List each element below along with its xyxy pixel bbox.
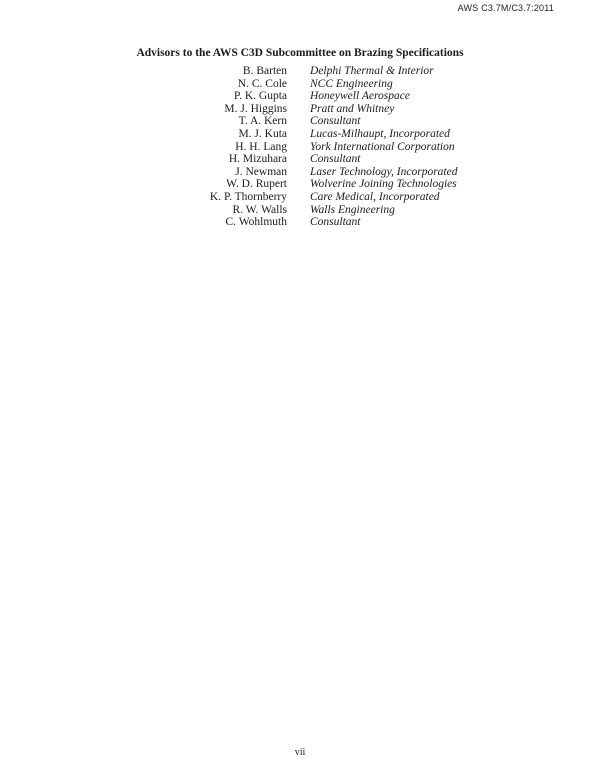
advisor-affiliation: Consultant (310, 153, 361, 166)
advisor-affiliation: Consultant (310, 216, 361, 229)
section-title: Advisors to the AWS C3D Subcommittee on Brazing Specifications (136, 47, 464, 59)
advisor-affiliation: Honeywell Aerospace (310, 90, 410, 103)
advisor-name: C. Wohlmuth (225, 216, 287, 229)
advisor-name: N. C. Cole (237, 77, 287, 90)
advisor-affiliation: Care Medical, Incorporated (310, 190, 440, 203)
advisor-affiliation: Lucas-Milhaupt, Incorporated (310, 127, 450, 140)
advisor-affiliation: Pratt and Whitney (310, 102, 395, 115)
advisor-name: H. H. Lang (235, 140, 287, 153)
advisor-affiliation: Delphi Thermal & Interior (310, 65, 434, 77)
advisor-name: B. Barten (242, 65, 287, 77)
advisor-list (140, 65, 457, 229)
advisor-affiliation: Consultant (310, 115, 361, 128)
advisor-name: T. A. Kern (238, 115, 287, 128)
page-number: vii (294, 747, 306, 758)
advisor-name: P. K. Gupta (233, 90, 287, 103)
standard-reference: AWS C3.7M/C3.7:2011 (457, 3, 554, 13)
advisor-name: R. W. Walls (232, 203, 287, 216)
advisor-name: J. Newman (235, 165, 287, 178)
advisor-name: M. J. Higgins (224, 102, 287, 115)
advisor-affiliation: Walls Engineering (310, 203, 395, 216)
advisor-name: H. Mizuhara (228, 153, 287, 166)
advisor-affiliation: Wolverine Joining Technologies (310, 178, 457, 191)
advisor-affiliation: NCC Engineering (310, 77, 393, 90)
advisor-name: K. P. Thornberry (209, 190, 287, 203)
advisor-affiliation: York International Corporation (310, 140, 455, 153)
advisor-name: W. D. Rupert (226, 178, 287, 191)
advisor-affiliation: Laser Technology, Incorporated (310, 165, 458, 178)
advisor-name: M. J. Kuta (238, 127, 287, 140)
